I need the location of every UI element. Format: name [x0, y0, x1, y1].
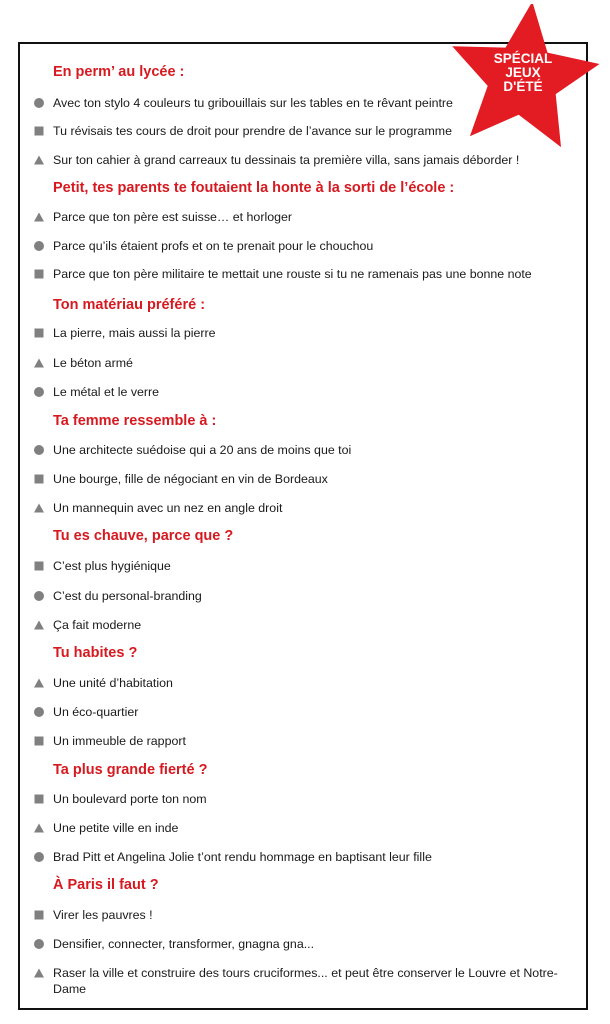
- answer-option: C’est du personal-branding: [53, 589, 202, 603]
- answer-option: Brad Pitt et Angelina Jolie t’ont rendu hommage en baptisant leur fille: [53, 850, 432, 864]
- answer-option: Un mannequin avec un nez en angle droit: [53, 501, 283, 515]
- section-title: Petit, tes parents te foutaient la honte à la sorti de l’école :: [53, 180, 455, 196]
- circle-icon: [33, 706, 45, 718]
- section-title: Ta femme ressemble à :: [53, 413, 217, 429]
- triangle-icon: [33, 502, 45, 514]
- badge-line: JEUX: [505, 65, 541, 80]
- answer-option: Parce que ton père est suisse… et horloger: [53, 210, 292, 224]
- circle-icon: [33, 851, 45, 863]
- square-icon: [33, 327, 45, 339]
- triangle-icon: [33, 211, 45, 223]
- section-title: Tu es chauve, parce que ?: [53, 528, 234, 544]
- circle-icon: [33, 444, 45, 456]
- answer-option: Une unité d’habitation: [53, 676, 173, 690]
- answer-option: Raser la ville et construire des tours cruciformes... et peut être conserver le Louvre et Notre-Dame: [53, 966, 558, 996]
- triangle-icon: [33, 822, 45, 834]
- triangle-icon: [33, 677, 45, 689]
- answer-option: La pierre, mais aussi la pierre: [53, 326, 216, 340]
- circle-icon: [33, 938, 45, 950]
- answer-option: Sur ton cahier à grand carreaux tu dessinais ta première villa, sans jamais déborder !: [53, 153, 520, 167]
- square-icon: [33, 735, 45, 747]
- badge-line: D'ÉTÉ: [503, 79, 543, 94]
- square-icon: [33, 560, 45, 572]
- triangle-icon: [33, 967, 45, 979]
- answer-option: Ça fait moderne: [53, 618, 142, 632]
- badge-text: [442, 52, 604, 94]
- square-icon: [33, 793, 45, 805]
- answer-option: Une architecte suédoise qui a 20 ans de moins que toi: [53, 443, 352, 457]
- answer-option: Avec ton stylo 4 couleurs tu gribouillais sur les tables en te rêvant peintre: [53, 96, 453, 110]
- answer-option: Parce qu’ils étaient profs et on te prenait pour le chouchou: [53, 239, 374, 253]
- answer-option: Un éco-quartier: [53, 705, 139, 719]
- answer-option: Densifier, connecter, transformer, gnagna gna...: [53, 937, 315, 951]
- section-title: À Paris il faut ?: [53, 877, 159, 893]
- triangle-icon: [33, 154, 45, 166]
- answer-option: Parce que ton père militaire te mettait une rouste si tu ne ramenais pas une bonne note: [53, 267, 532, 281]
- answer-option: Une bourge, fille de négociant en vin de Bordeaux: [53, 472, 328, 486]
- answer-option: Le métal et le verre: [53, 385, 160, 399]
- triangle-icon: [33, 357, 45, 369]
- circle-icon: [33, 240, 45, 252]
- square-icon: [33, 473, 45, 485]
- triangle-icon: [33, 619, 45, 631]
- circle-icon: [33, 97, 45, 109]
- section-title: En perm’ au lycée :: [53, 64, 185, 80]
- square-icon: [33, 125, 45, 137]
- answer-option: Virer les pauvres !: [53, 908, 153, 922]
- answer-option: Le béton armé: [53, 356, 133, 370]
- circle-icon: [33, 386, 45, 398]
- section-title: Tu habites ?: [53, 645, 138, 661]
- circle-icon: [33, 590, 45, 602]
- section-title: Ta plus grande fierté ?: [53, 762, 208, 778]
- answer-option: Un boulevard porte ton nom: [53, 792, 207, 806]
- badge-line: SPÉCIAL: [493, 51, 553, 66]
- answer-option: Une petite ville en inde: [53, 821, 179, 835]
- answer-option: Un immeuble de rapport: [53, 734, 186, 748]
- square-icon: [33, 268, 45, 280]
- section-title: Ton matériau préféré :: [53, 297, 206, 313]
- answer-option: C’est plus hygiénique: [53, 559, 171, 573]
- answer-option: Tu révisais tes cours de droit pour prendre de l’avance sur le programme: [53, 124, 452, 138]
- square-icon: [33, 909, 45, 921]
- special-badge: [442, 4, 604, 154]
